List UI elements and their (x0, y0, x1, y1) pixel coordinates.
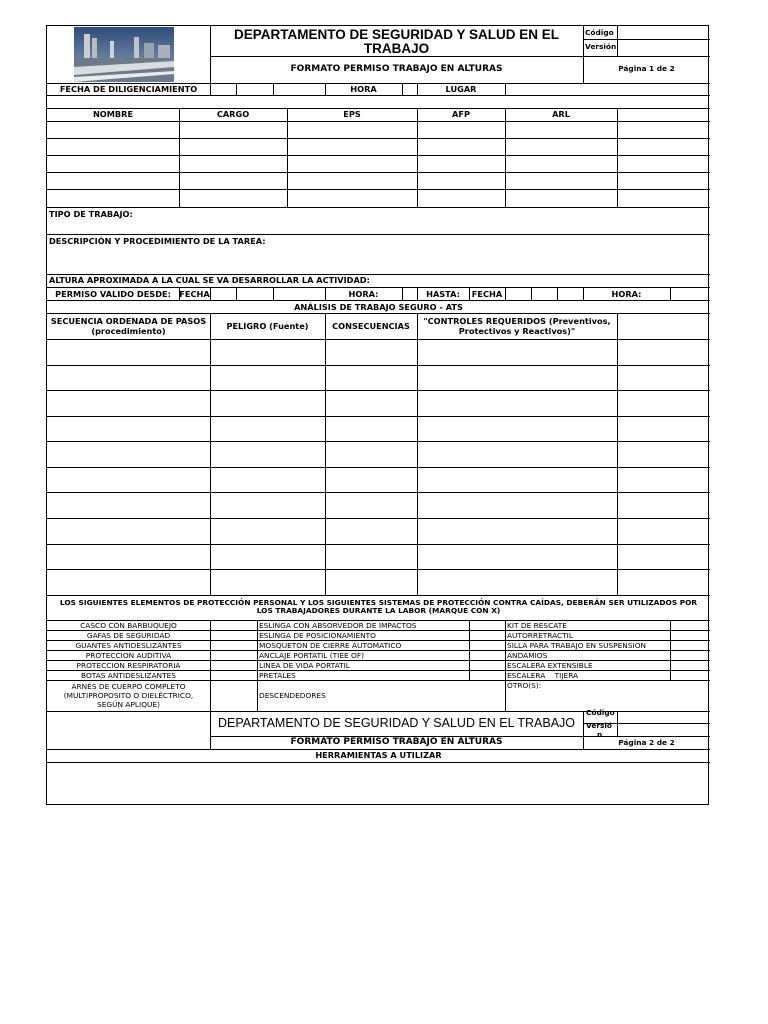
ats-col-pasos-line2: (procedimiento) (91, 326, 166, 336)
ats-col-consecuencias: CONSECUENCIAS (332, 321, 410, 331)
col-header-arl: ARL (552, 109, 570, 119)
hora-field[interactable] (403, 84, 417, 95)
rule (583, 39, 710, 40)
fall-system-item: DESCENDEDORES (259, 691, 326, 700)
hasta-month-field[interactable] (532, 288, 557, 300)
rule (47, 339, 710, 340)
hasta-label: HASTA: (426, 289, 460, 299)
rescue-checkbox[interactable] (671, 621, 709, 630)
department-title-line1: DEPARTAMENTO DE SEGURIDAD Y SALUD EN EL (233, 27, 560, 42)
ppe-checkbox[interactable] (211, 641, 257, 650)
page-number: Página 1 de 2 (618, 64, 675, 73)
rule (210, 313, 211, 595)
ats-col-controles-line2: Protectivos y Reactivos)" (458, 326, 576, 336)
rule (47, 467, 710, 468)
otros-label: OTRO(S): (507, 681, 542, 690)
rule (47, 416, 710, 417)
department-title-line2: TRABAJO (363, 41, 430, 56)
ppe-checkbox[interactable] (211, 671, 257, 680)
tipo-trabajo-label: TIPO DE TRABAJO: (49, 209, 133, 219)
code-label: Código (585, 28, 614, 37)
fall-system-item: ESLINGA CON ABSORVEDOR DE IMPACTOS (259, 621, 417, 630)
page-number-page2: Página 2 de 2 (618, 738, 675, 747)
company-logo (74, 27, 174, 82)
protection-intro-line1: LOS SIGUIENTES ELEMENTOS DE PROTECCIÓN PERSONAL Y LOS SIGUIENTES SISTEMAS DE PROTECCIÓN CONTRA CAÍDAS, DEBERÁN SER UTILIZADOS POR (59, 598, 698, 607)
ppe-checkbox[interactable] (211, 681, 257, 711)
permiso-fecha-label: FECHA (179, 289, 210, 299)
rule (617, 26, 618, 56)
descripcion-label: DESCRIPCIÓN Y PROCEDIMIENTO DE LA TAREA: (49, 236, 266, 246)
rule (583, 26, 584, 83)
rule (179, 108, 180, 207)
tools-field[interactable] (48, 763, 709, 804)
lugar-label: LUGAR (445, 84, 477, 94)
hasta-fecha-label: FECHA (471, 289, 503, 299)
rescue-item: SILLA PARA TRABAJO EN SUSPENSION (507, 641, 647, 650)
ppe-item-harness-line2: (MULTIPROPOSITO O DIELÉCTRICO, (63, 691, 194, 700)
rule (47, 518, 710, 519)
rule (47, 155, 710, 156)
rule (47, 569, 710, 570)
department-title-page2: DEPARTAMENTO DE SEGURIDAD Y SALUD EN EL TRABAJO (217, 716, 576, 730)
fall-system-item: MOSQUETON DE CIERRE AUTOMATICO (259, 641, 402, 650)
hasta-hora-label: HORA: (611, 289, 642, 299)
hasta-day-field[interactable] (506, 288, 531, 300)
code-label-page2: Código (586, 708, 615, 717)
rescue-checkbox[interactable] (671, 651, 709, 660)
descripcion-field[interactable] (48, 248, 709, 273)
fecha-year-field[interactable] (274, 84, 325, 95)
otros-field[interactable] (547, 681, 709, 711)
hora-label: HORA (350, 84, 377, 94)
rule (505, 620, 506, 711)
ppe-checkbox[interactable] (211, 651, 257, 660)
desde-hora-field[interactable] (403, 288, 417, 300)
fall-system-checkbox[interactable] (470, 631, 505, 640)
ats-col-controles-line1: "CONTROLES REQUERIDOS (Preventivos, (423, 316, 611, 326)
col-header-eps: EPS (343, 109, 361, 119)
fall-system-checkbox[interactable] (470, 661, 505, 670)
rule (47, 189, 710, 190)
rule (47, 313, 710, 314)
tools-title: HERRAMIENTAS A UTILIZAR (315, 750, 442, 760)
col-header-afp: AFP (452, 109, 470, 119)
rule (47, 300, 710, 301)
rule (47, 441, 710, 442)
rule (47, 138, 710, 139)
rescue-item: AUTORRETRACTIL (507, 631, 573, 640)
ppe-item: CASCO CON BARBUQUEJO (80, 621, 177, 630)
col-header-nombre: NOMBRE (92, 109, 134, 119)
rule (417, 108, 418, 207)
rule (210, 56, 710, 57)
permiso-hora-label: HORA: (348, 289, 379, 299)
rule (325, 313, 326, 595)
altura-label: ALTURA APROXIMADA A LA CUAL SE VA DESARROLLAR LA ACTIVIDAD: (49, 275, 370, 285)
fecha-day-field[interactable] (211, 84, 236, 95)
rescue-item: KIT DE RESCATE (507, 621, 567, 630)
ppe-checkbox[interactable] (211, 621, 257, 630)
form-title-page2: FORMATO PERMISO TRABAJO EN ALTURAS (290, 737, 503, 747)
fall-system-item: ESLINGA DE POSICIONAMIENTO (259, 631, 377, 640)
ppe-item-harness-line3: SEGÚN APLIQUE) (97, 700, 160, 709)
permiso-valido-label: PERMISO VALIDO DESDE: (55, 289, 171, 299)
rule (47, 544, 710, 545)
rule (47, 108, 710, 109)
desde-month-field[interactable] (237, 288, 273, 300)
rescue-item: ESCALERA EXTENSIBLE (507, 661, 593, 670)
rule (47, 492, 710, 493)
fall-system-item: PRETALES (259, 671, 296, 680)
fall-system-checkbox[interactable] (470, 651, 505, 660)
ats-col-pasos-line1: SECUENCIA ORDENADA DE PASOS (50, 316, 207, 326)
rule (47, 287, 710, 288)
rescue-checkbox[interactable] (671, 661, 709, 670)
fall-system-item: LINEA DE VIDA PORTATIL (259, 661, 350, 670)
form-title: FORMATO PERMISO TRABAJO EN ALTURAS (290, 64, 503, 74)
version-label-page2-line1: Versió (586, 721, 612, 730)
rule (47, 172, 710, 173)
ppe-checkbox[interactable] (211, 631, 257, 640)
rule (47, 390, 710, 391)
rule (617, 313, 618, 595)
protection-intro-line2: LOS TRABAJADORES DURANTE LA LABOR (MARQUE CON X) (256, 606, 501, 615)
fall-system-item: ANCLAJE PORTATIL (TIEE OF) (259, 651, 364, 660)
rule (47, 595, 710, 596)
hasta-year-field[interactable] (558, 288, 583, 300)
rule (47, 365, 710, 366)
permit-form (46, 25, 709, 805)
ppe-item: GUANTES ANTIDESLIZANTES (75, 641, 182, 650)
ats-col-peligro: PELIGRO (Fuente) (226, 321, 309, 331)
version-label-page2-line2: n (597, 730, 603, 739)
ats-title: ANÁLISIS DE TRABAJO SEGURO - ATS (294, 302, 463, 312)
desde-day-field[interactable] (211, 288, 236, 300)
desde-year-field[interactable] (274, 288, 325, 300)
fall-system-checkbox[interactable] (470, 641, 505, 650)
rule (257, 620, 258, 711)
ppe-item: PROTECCION RESPIRATORIA (76, 661, 181, 670)
rule (287, 108, 288, 207)
ppe-checkbox[interactable] (211, 661, 257, 670)
rule (47, 234, 710, 235)
ppe-item: PROTECCION AUDITIVA (85, 651, 172, 660)
version-label: Versión (585, 42, 617, 51)
fecha-month-field[interactable] (237, 84, 273, 95)
rule (417, 313, 418, 595)
fall-system-checkbox[interactable] (470, 621, 505, 630)
tipo-trabajo-field[interactable] (137, 208, 709, 233)
rescue-checkbox[interactable] (671, 641, 709, 650)
col-header-cargo: CARGO (216, 109, 250, 119)
rescue-checkbox[interactable] (671, 671, 709, 680)
rescue-checkbox[interactable] (671, 631, 709, 640)
rescue-item: ANDAMIOS (507, 651, 548, 660)
ppe-item-harness-line1: ARNÉS DE CUERPO COMPLETO (71, 682, 186, 691)
ppe-item: BOTAS ANTIDESLIZANTES (81, 671, 176, 680)
rule (47, 95, 710, 96)
lugar-field[interactable] (506, 84, 709, 95)
hasta-hora-field[interactable] (671, 288, 709, 300)
fall-system-checkbox[interactable] (470, 671, 505, 680)
rule (505, 108, 506, 207)
rule (617, 108, 618, 207)
rule (47, 121, 710, 122)
ppe-item: GAFAS DE SEGURIDAD (86, 631, 171, 640)
fecha-diligenciamiento-label: FECHA DE DILIGENCIAMIENTO (59, 84, 198, 94)
rescue-item: ESCALERA TIJERA (507, 671, 579, 680)
